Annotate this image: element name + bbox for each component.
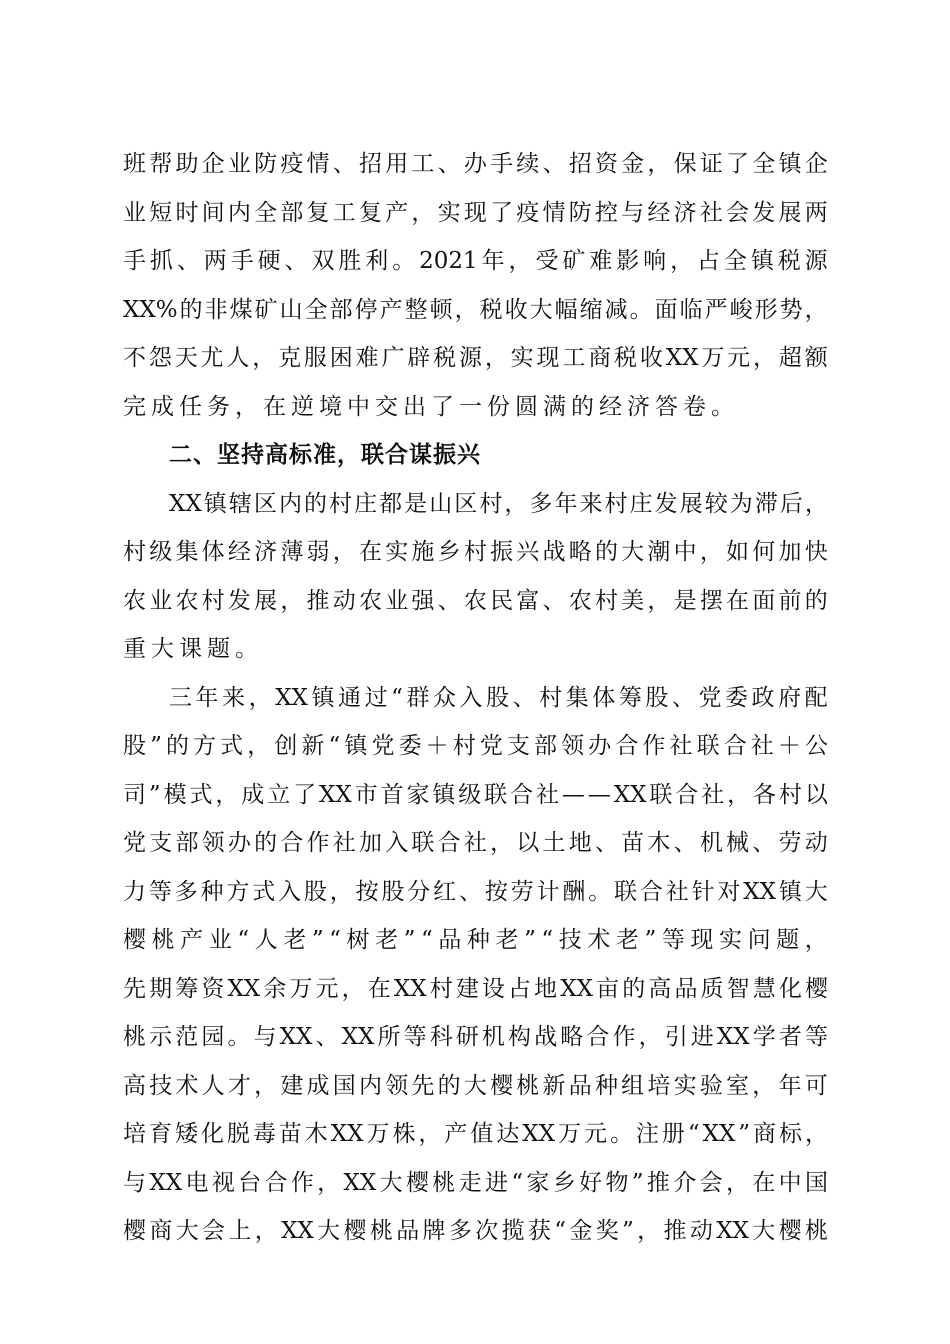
section-heading: 二、坚持高标准，联合谋振兴 — [169, 442, 481, 468]
text-line: 樱 桃 产 业 “ 人 老 ” “ 树 老 ” “ 品 种 老 ” “ 技 术 老 ” 等 现 实 问 题 ， — [123, 927, 828, 953]
text-line: 不 怨 天 尤 人 ， 克 服 困 难 广 辟 税 源 ， 实 现 工 商 税 收 XX 万 元 ， 超 额 — [123, 345, 828, 371]
text-line: 高 技 术 人 才 ， 建 成 国 内 领 先 的 大 樱 桃 新 品 种 组 培 实 验 室 ， 年 可 — [123, 1072, 828, 1099]
text-line: 股 ” 的 方 式 ， 创 新 “ 镇 党 委 ＋ 村 党 支 部 领 办 合 作 社 联 合 社 ＋ 公 — [123, 733, 828, 759]
text-line: 力 等 多 种 方 式 入 股 ， 按 股 分 红 、 按 劳 计 酬 。 联 合 社 针 对 XX 镇 大 — [123, 878, 828, 905]
text-line: XX 镇 辖 区 内 的 村 庄 都 是 山 区 村 ， 多 年 来 村 庄 发 展 较 为 滞 后 ， — [169, 490, 828, 517]
text-line: 与 XX 电 视 台 合 作 ， XX 大 樱 桃 走 进 “ 家 乡 好 物 ” 推 介 会 ， 在 中 国 — [123, 1169, 828, 1196]
text-line: 培 育 矮 化 脱 毒 苗 木 XX 万 株 ， 产 值 达 XX 万 元 。 注 册 “ XX ” 商 标 ， — [123, 1121, 828, 1147]
text-line: 三 年 来 ， XX 镇 通 过 “ 群 众 入 股 、 村 集 体 筹 股 、 党 委 政 府 配 — [169, 684, 828, 711]
text-line: 农 业 农 村 发 展 ， 推 动 农 业 强 、 农 民 富 、 农 村 美 ， 是 摆 在 面 前 的 — [123, 587, 828, 614]
text-line: 樱 商 大 会 上 ， XX 大 樱 桃 品 牌 多 次 揽 获 “ 金 奖 ” ， 推 动 XX 大 樱 桃 — [123, 1218, 828, 1244]
text-line: 桃 示 范 园 。 与 XX 、 XX 所 等 科 研 机 构 战 略 合 作 ， 引 进 XX 学 者 等 — [123, 1024, 828, 1050]
document-body — [123, 140, 828, 1256]
text-line: 班 帮 助 企 业 防 疫 情 、 招 用 工 、 办 手 续 、 招 资 金 ， 保 证 了 全 镇 企 — [123, 151, 828, 177]
text-line: 手 抓 、 两 手 硬 、 双 胜 利 。 2021 年 ， 受 矿 难 影 响 ， 占 全 镇 税 源 — [123, 248, 828, 274]
text-line: 先 期 筹 资 XX 余 万 元 ， 在 XX 村 建 设 占 地 XX 亩 的 高 品 质 智 慧 化 樱 — [123, 975, 828, 1002]
text-line: 完成任务，在逆境中交出了一份圆满的经济答卷。 — [123, 393, 739, 420]
text-line: XX% 的 非 煤 矿 山 全 部 停 产 整 顿 ， 税 收 大 幅 缩 减 。 面 临 严 峻 形 势 ， — [123, 296, 828, 323]
text-line: 重大课题。 — [123, 636, 263, 662]
text-line: 业 短 时 间 内 全 部 复 工 复 产 ， 实 现 了 疫 情 防 控 与 经 济 社 会 发 展 两 — [123, 199, 828, 226]
text-line: 党 支 部 领 办 的 合 作 社 加 入 联 合 社 ， 以 土 地 、 苗 木 、 机 械 、 劳 动 — [123, 830, 828, 856]
text-line: 司 ” 模 式 ， 成 立 了 XX 市 首 家 镇 级 联 合 社 — — XX 联 合 社 ， 各 村 以 — [123, 781, 828, 808]
text-line: 村 级 集 体 经 济 薄 弱 ， 在 实 施 乡 村 振 兴 战 略 的 大 潮 中 ， 如 何 加 快 — [123, 539, 828, 565]
